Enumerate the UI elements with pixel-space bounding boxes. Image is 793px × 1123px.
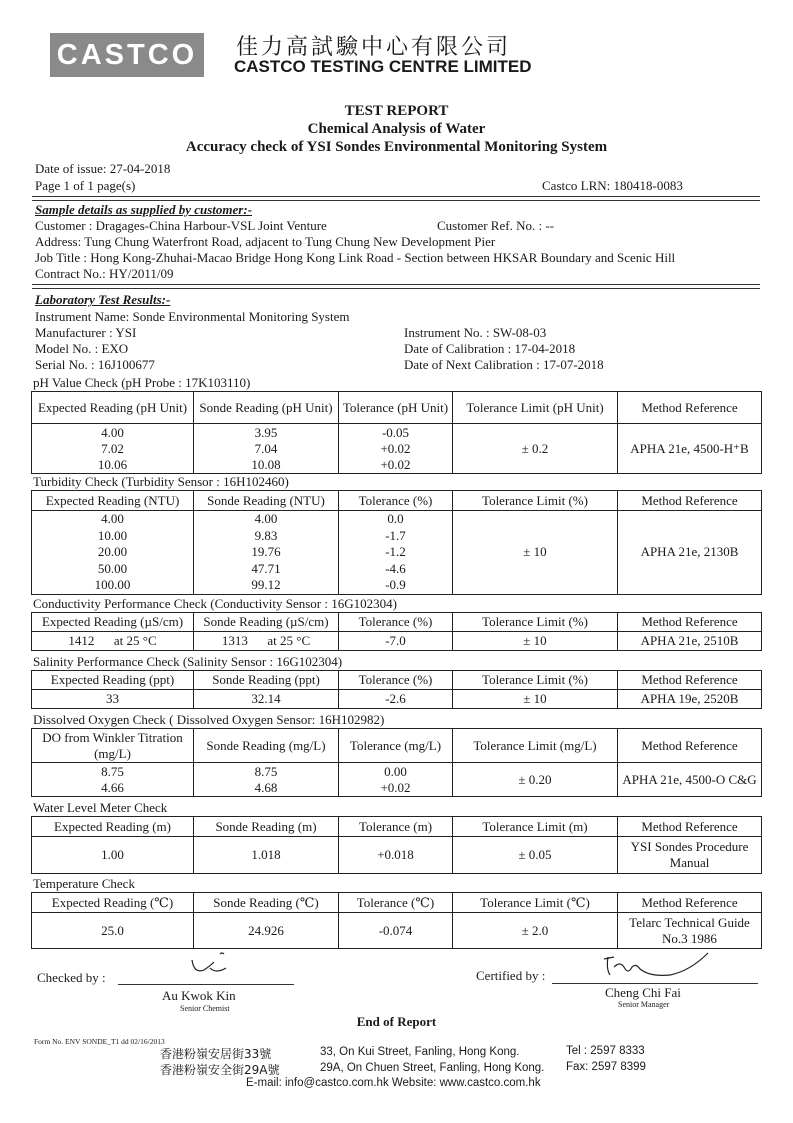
oxygen-limit: ± 0.20 <box>453 763 618 797</box>
salinity-limit: ± 10 <box>453 690 618 709</box>
turbidity-table <box>31 490 762 595</box>
certified-sign-line <box>552 983 758 984</box>
turbidity-expected-values: 4.00 10.00 20.00 50.00 100.00 <box>32 511 194 595</box>
temperature-header-sonde: Sonde Reading (℃) <box>194 893 339 913</box>
temperature-check-label: Temperature Check <box>33 876 135 891</box>
ph-header-limit: Tolerance Limit (pH Unit) <box>453 392 618 424</box>
certified-title: Senior Manager <box>618 1000 670 1009</box>
ph-header-method: Method Reference <box>618 392 762 424</box>
conductivity-check-label: Conductivity Performance Check (Conductivity Sensor : 16G102304) <box>33 596 397 611</box>
oxygen-method: APHA 21e, 4500-O C&G <box>618 763 762 797</box>
temperature-header-limit: Tolerance Limit (℃) <box>453 893 618 913</box>
temperature-sonde: 24.926 <box>194 913 339 949</box>
oxygen-check-label: Dissolved Oxygen Check ( Dissolved Oxygen Sensor: 16H102982) <box>33 712 385 727</box>
water-level-header-expected: Expected Reading (m) <box>32 817 194 837</box>
ph-header-sonde: Sonde Reading (pH Unit) <box>194 392 339 424</box>
salinity-sonde: 32.14 <box>194 690 339 709</box>
turbidity-tolerance-values: 0.0 -1.7 -1.2 -4.6 -0.9 <box>339 511 453 595</box>
salinity-header-limit: Tolerance Limit (%) <box>453 671 618 690</box>
water-level-check-label: Water Level Meter Check <box>33 800 168 815</box>
temperature-header-tolerance: Tolerance (℃) <box>339 893 453 913</box>
turbidity-sonde-values: 4.00 9.83 19.76 47.71 99.12 <box>194 511 339 595</box>
ph-header-expected: Expected Reading (pH Unit) <box>32 392 194 424</box>
report-subtitle-2: Accuracy check of YSI Sondes Environmental Monitoring System <box>185 139 608 155</box>
salinity-header-tolerance: Tolerance (%) <box>339 671 453 690</box>
serial-no: Serial No. : 16J100677 <box>35 357 155 372</box>
certified-by-label: Certified by : <box>476 968 546 983</box>
conductivity-sonde: 1313 at 25 °C <box>194 632 339 651</box>
oxygen-header-expected: DO from Winkler Titration (mg/L) <box>32 729 194 763</box>
water-level-method: YSI Sondes Procedure Manual <box>618 837 762 874</box>
date-of-next-calibration: Date of Next Calibration : 17-07-2018 <box>404 357 604 372</box>
instrument-name: Instrument Name: Sonde Environmental Monitoring System <box>35 309 350 324</box>
oxygen-header-method: Method Reference <box>618 729 762 763</box>
ph-tolerance-values: -0.05 +0.02 +0.02 <box>339 424 453 474</box>
turbidity-check-label: Turbidity Check (Turbidity Sensor : 16H102460) <box>33 474 289 489</box>
checked-signature <box>180 950 240 980</box>
report-subtitle: Chemical Analysis of Water <box>307 121 486 137</box>
oxygen-header-sonde: Sonde Reading (mg/L) <box>194 729 339 763</box>
conductivity-header-expected: Expected Reading (µS/cm) <box>32 613 194 632</box>
telephone: Tel : 2597 8333 <box>566 1045 645 1057</box>
temperature-limit: ± 2.0 <box>453 913 618 949</box>
oxygen-table <box>31 728 762 797</box>
castco-lrn: Castco LRN: 180418-0083 <box>542 178 683 193</box>
end-of-report: End of Report <box>356 1014 437 1029</box>
temperature-table <box>31 892 762 949</box>
conductivity-header-sonde: Sonde Reading (µS/cm) <box>194 613 339 632</box>
turbidity-limit: ± 10 <box>453 511 618 595</box>
instrument-no: Instrument No. : SW-08-03 <box>404 325 547 340</box>
salinity-table <box>31 670 762 709</box>
checked-title: Senior Chemist <box>180 1004 230 1013</box>
salinity-header-method: Method Reference <box>618 671 762 690</box>
ph-table <box>31 391 762 474</box>
conductivity-table <box>31 612 762 651</box>
report-title: TEST REPORT <box>344 103 449 119</box>
form-number: Form No. ENV SONDE_T1 dd 02/16/2013 <box>34 1037 165 1046</box>
conductivity-header-method: Method Reference <box>618 613 762 632</box>
conductivity-tolerance: -7.0 <box>339 632 453 651</box>
model-no: Model No. : EXO <box>35 341 129 356</box>
company-name-chinese: 佳力高試驗中心有限公司 <box>236 35 512 60</box>
company-name-english: CASTCO TESTING CENTRE LIMITED <box>234 57 532 76</box>
castco-logo: CASTCO <box>50 33 204 77</box>
page-count: Page 1 of 1 page(s) <box>35 178 136 193</box>
conductivity-header-limit: Tolerance Limit (%) <box>453 613 618 632</box>
water-level-sonde: 1.018 <box>194 837 339 874</box>
address-1-chinese: 香港粉嶺安居街33號 <box>160 1047 272 1061</box>
turbidity-header-expected: Expected Reading (NTU) <box>32 491 194 511</box>
turbidity-header-tolerance: Tolerance (%) <box>339 491 453 511</box>
temperature-expected: 25.0 <box>32 913 194 949</box>
address-1-english: 33, On Kui Street, Fanling, Hong Kong. <box>320 1046 520 1058</box>
turbidity-header-limit: Tolerance Limit (%) <box>453 491 618 511</box>
temperature-method: Telarc Technical Guide No.3 1986 <box>618 913 762 949</box>
temperature-tolerance: -0.074 <box>339 913 453 949</box>
salinity-method: APHA 19e, 2520B <box>618 690 762 709</box>
checked-sign-line <box>118 984 294 985</box>
salinity-expected: 33 <box>32 690 194 709</box>
manufacturer: Manufacturer : YSI <box>35 325 137 340</box>
address-2-chinese: 香港粉嶺安全街29A號 <box>160 1063 280 1077</box>
conductivity-limit: ± 10 <box>453 632 618 651</box>
conductivity-method: APHA 21e, 2510B <box>618 632 762 651</box>
sample-heading: Sample details as supplied by customer:- <box>35 202 253 217</box>
water-level-header-limit: Tolerance Limit (m) <box>453 817 618 837</box>
water-level-limit: ± 0.05 <box>453 837 618 874</box>
conductivity-header-tolerance: Tolerance (%) <box>339 613 453 632</box>
customer-ref: Customer Ref. No. : -- <box>437 218 554 233</box>
water-level-header-method: Method Reference <box>618 817 762 837</box>
customer: Customer : Dragages-China Harbour-VSL Joint Venture <box>35 218 327 233</box>
checked-name: Au Kwok Kin <box>162 988 236 1003</box>
ph-sonde-values: 3.95 7.04 10.08 <box>194 424 339 474</box>
oxygen-tolerance-values: 0.00 +0.02 <box>339 763 453 797</box>
temperature-header-method: Method Reference <box>618 893 762 913</box>
oxygen-header-tolerance: Tolerance (mg/L) <box>339 729 453 763</box>
certified-name: Cheng Chi Fai <box>605 985 681 1000</box>
ph-method: APHA 21e, 4500-H⁺B <box>618 424 762 474</box>
divider <box>32 196 760 201</box>
fax: Fax: 2597 8399 <box>566 1061 646 1073</box>
water-level-header-sonde: Sonde Reading (m) <box>194 817 339 837</box>
salinity-tolerance: -2.6 <box>339 690 453 709</box>
address: Address: Tung Chung Waterfront Road, adjacent to Tung Chung New Development Pier <box>35 234 496 249</box>
turbidity-header-sonde: Sonde Reading (NTU) <box>194 491 339 511</box>
oxygen-sonde-values: 8.75 4.68 <box>194 763 339 797</box>
ph-limit: ± 0.2 <box>453 424 618 474</box>
ph-header-tolerance: Tolerance (pH Unit) <box>339 392 453 424</box>
address-2-english: 29A, On Chuen Street, Fanling, Hong Kong. <box>320 1062 545 1074</box>
ph-check-label: pH Value Check (pH Probe : 17K103110) <box>33 375 251 390</box>
oxygen-expected-values: 8.75 4.66 <box>32 763 194 797</box>
water-level-tolerance: +0.018 <box>339 837 453 874</box>
job-title: Job Title : Hong Kong-Zhuhai-Macao Bridge Hong Kong Link Road - Section between HKSAR Boundary and Scenic Hill <box>35 250 676 265</box>
email-website: E-mail: info@castco.com.hk Website: www.castco.com.hk <box>246 1077 541 1089</box>
salinity-header-sonde: Sonde Reading (ppt) <box>194 671 339 690</box>
turbidity-method: APHA 21e, 2130B <box>618 511 762 595</box>
lab-heading: Laboratory Test Results:- <box>35 292 171 307</box>
turbidity-header-method: Method Reference <box>618 491 762 511</box>
temperature-header-expected: Expected Reading (℃) <box>32 893 194 913</box>
contract-no: Contract No.: HY/2011/09 <box>35 266 174 281</box>
certified-signature <box>590 945 720 985</box>
divider <box>32 284 760 289</box>
water-level-expected: 1.00 <box>32 837 194 874</box>
checked-by-label: Checked by : <box>37 970 106 985</box>
ph-expected-values: 4.00 7.02 10.06 <box>32 424 194 474</box>
date-of-issue: Date of issue: 27-04-2018 <box>35 161 171 176</box>
oxygen-header-limit: Tolerance Limit (mg/L) <box>453 729 618 763</box>
water-level-table <box>31 816 762 874</box>
conductivity-expected: 1412 at 25 °C <box>32 632 194 651</box>
date-of-calibration: Date of Calibration : 17-04-2018 <box>404 341 576 356</box>
salinity-check-label: Salinity Performance Check (Salinity Sensor : 16G102304) <box>33 654 343 669</box>
salinity-header-expected: Expected Reading (ppt) <box>32 671 194 690</box>
water-level-header-tolerance: Tolerance (m) <box>339 817 453 837</box>
